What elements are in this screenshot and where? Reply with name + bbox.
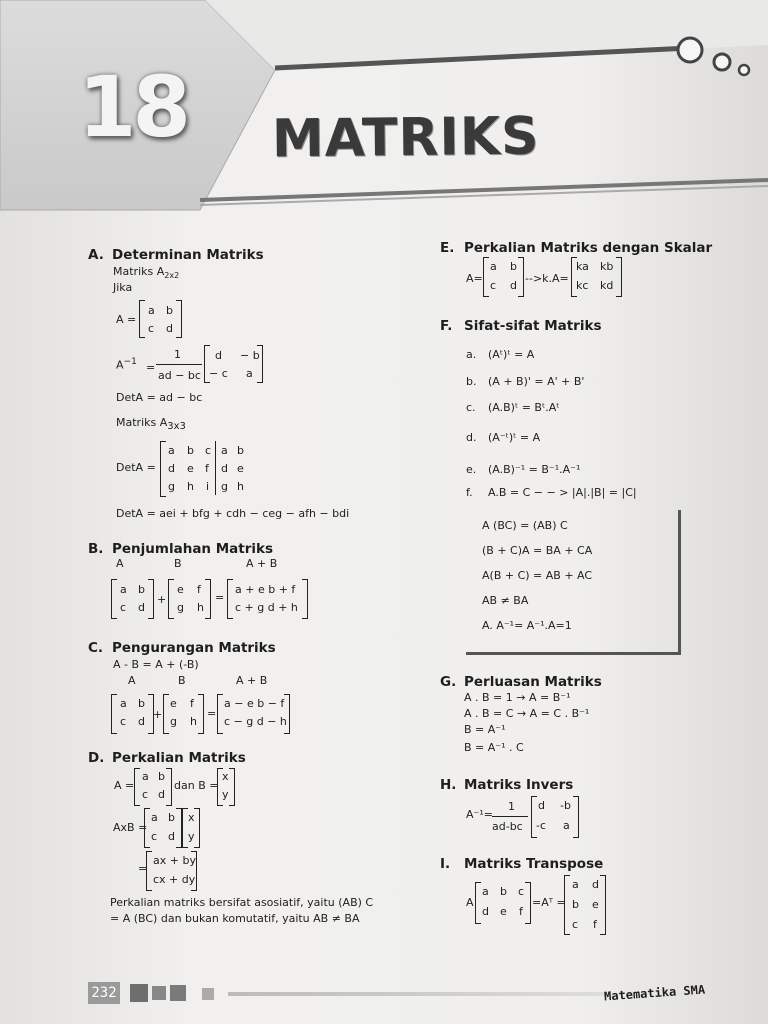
i-e: e (500, 905, 507, 918)
c2-e: e (170, 697, 177, 710)
d-mat-b-right (229, 768, 235, 806)
da-a: a (142, 770, 149, 783)
d-a-eq: A = (114, 779, 135, 792)
d3-ext-g: g (221, 480, 228, 493)
c-label-a: A (128, 674, 136, 687)
decorative-circle-large (678, 38, 702, 62)
h-negb: -b (560, 799, 571, 812)
c1-c: c (120, 715, 127, 728)
e-kc: kc (576, 279, 589, 292)
d-axb: AxB = (113, 821, 148, 834)
eb: b (510, 260, 517, 273)
decorative-circle-medium (714, 54, 730, 70)
it-e: e (592, 898, 599, 911)
d-res-row2: cx + dy (153, 873, 196, 886)
c-res-right (284, 694, 290, 734)
matrix-3x3-label: Matriks $A_{3x3}$ (116, 416, 186, 433)
h-denominator: ad-bc (492, 820, 523, 833)
frac-denominator: ad − bc (158, 369, 201, 382)
footer-square-4 (202, 988, 214, 1000)
c1-b: b (138, 697, 145, 710)
da-c: c (142, 788, 149, 801)
d-p2-right (194, 808, 200, 848)
i-t-mat-right (600, 875, 606, 935)
i-f: f (519, 905, 523, 918)
c-definition: A - B = A + (-B) (113, 658, 199, 671)
e-mat-left (483, 257, 489, 297)
b-res-row2: c + g d + h (235, 601, 298, 614)
e-mat-right (518, 257, 524, 297)
box-line-4: AB ≠ BA (482, 594, 529, 607)
dp-y: y (188, 830, 195, 843)
b-res-row1: a + e b + f (235, 583, 296, 596)
e-kmat-right (616, 257, 622, 297)
c-label-a-plus-b: A + B (236, 674, 268, 687)
c-plus: + (153, 708, 163, 721)
dp-c: c (151, 830, 158, 843)
i-transpose-eq: =Aᵀ = (532, 896, 566, 909)
i-mat-left (475, 882, 481, 924)
db-y: y (222, 788, 229, 801)
it-d: d (592, 878, 599, 891)
b2-g: g (177, 601, 184, 614)
det-2x2-formula: DetA = ad − bc (116, 391, 203, 404)
b-mat2-right (205, 579, 211, 619)
e-ka: ka (576, 260, 589, 273)
m-a: a (148, 304, 155, 317)
c-res-row2: c − g d − h (224, 715, 287, 728)
m-b: b (166, 304, 173, 317)
d3-ext-a: a (221, 444, 228, 457)
matrix-2x2-label: Matriks $A_{2x2}$ (113, 265, 180, 281)
d3-c: c (205, 444, 212, 457)
section-d-heading: D. Perkalian Matriks (88, 750, 246, 766)
box-line-1: A (BC) = (AB) C (482, 519, 568, 532)
c-res-row1: a − e b − f (224, 697, 285, 710)
matrix-bracket-left (139, 300, 145, 338)
b-eq: = (215, 591, 225, 604)
d-res-row1: ax + by (153, 854, 196, 867)
section-h-heading: H. Matriks Invers (440, 777, 574, 793)
da-b: b (158, 770, 165, 783)
d3-i: i (206, 480, 210, 493)
page-number: 232 (88, 982, 120, 1004)
section-c-heading: C. Pengurangan Matriks (88, 640, 276, 656)
chapter-title: MATRIKS (271, 106, 540, 170)
c2-g: g (170, 715, 177, 728)
section-i-heading: I. Matriks Transpose (440, 856, 604, 872)
d3-g: g (168, 480, 175, 493)
i-t-mat-left (564, 875, 570, 935)
h-d: d (538, 799, 545, 812)
b2-f: f (197, 583, 201, 596)
h-mat-right (573, 796, 579, 838)
dp-d: d (168, 830, 175, 843)
c-mat2-right (198, 694, 204, 734)
g-line-2: A . B = C → A = C . B⁻¹ (464, 707, 590, 720)
det-a-label: DetA = (116, 461, 156, 474)
det-3x3-formula: DetA = aei + bfg + cdh − ceg − afh − bdi (116, 507, 350, 520)
i-b: b (500, 885, 507, 898)
b-plus: + (157, 593, 167, 606)
d3-ext-d: d (221, 462, 228, 475)
c2-h: h (190, 715, 197, 728)
label-a: A (116, 557, 124, 570)
inv-negb: − b (240, 349, 260, 362)
d3-ext-b: b (237, 444, 244, 457)
d-dan-b: dan B = (174, 779, 219, 792)
footer-square-2 (152, 986, 166, 1000)
b-mat1-left (111, 579, 117, 619)
it-a: a (572, 878, 579, 891)
d3-b: b (187, 444, 194, 457)
inv-a: a (246, 367, 253, 380)
d-res-left (146, 851, 152, 891)
d3-ext-h: h (237, 480, 244, 493)
g-line-1: A . B = 1 → A = B⁻¹ (464, 691, 571, 704)
box-line-2: (B + C)A = BA + CA (482, 544, 593, 557)
e-kd: kd (600, 279, 614, 292)
i-d: d (482, 905, 489, 918)
box-line-5: A. A⁻¹= A⁻¹.A=1 (482, 619, 572, 632)
chapter-number: 18 (78, 58, 187, 156)
da-d: d (158, 788, 165, 801)
det3-bar (215, 441, 216, 495)
footer-square-3 (170, 985, 186, 1001)
property-a: a. (Aᵗ)ᵗ = A (466, 348, 535, 361)
section-e-heading: E. Perkalian Matriks dengan Skalar (440, 240, 713, 256)
i-a: a (482, 885, 489, 898)
it-f: f (593, 918, 597, 931)
d3-e: e (187, 462, 194, 475)
a-eq-label: A = (116, 313, 137, 326)
section-a-heading: A. Determinan Matriks (88, 247, 264, 263)
i-a-label: A (466, 896, 474, 909)
g-line-3: B = A⁻¹ (464, 723, 506, 736)
dp-a: a (151, 811, 158, 824)
property-b: b. (A + B)' = A' + B' (466, 375, 585, 388)
property-d: d. (A⁻ᵗ)ᵗ = A (466, 431, 541, 444)
property-e: e. (A.B)⁻¹ = B⁻¹.A⁻¹ (466, 463, 581, 476)
matrix-bracket-right (176, 300, 182, 338)
d-note-line2: = A (BC) dan bukan komutatif, yaitu AB ≠ BA (110, 912, 360, 925)
h-ainv: A⁻¹= (466, 808, 493, 821)
b1-c: c (120, 601, 127, 614)
d3-a: a (168, 444, 175, 457)
it-b: b (572, 898, 579, 911)
dp-b: b (168, 811, 175, 824)
c1-a: a (120, 697, 127, 710)
it-c: c (572, 918, 579, 931)
d-eq: = (138, 862, 148, 875)
d3-h: h (187, 480, 194, 493)
section-b-heading: B. Penjumlahan Matriks (88, 541, 274, 557)
e-a-eq: A= (466, 272, 483, 285)
section-g-heading: G. Perluasan Matriks (440, 674, 602, 690)
h-fraction-line (492, 816, 528, 817)
i-mat-right (525, 882, 531, 924)
inverse-bracket-right (257, 345, 263, 383)
d3-ext-e: e (237, 462, 244, 475)
c2-f: f (190, 697, 194, 710)
b1-a: a (120, 583, 127, 596)
book-title: Matematika SMA (603, 982, 706, 1004)
frac-numerator: 1 (174, 348, 181, 361)
i-c: c (518, 885, 525, 898)
c-eq: = (207, 707, 217, 720)
b2-h: h (197, 601, 204, 614)
footer-line (228, 992, 608, 996)
fraction-line (156, 364, 202, 365)
dp-x: x (188, 811, 195, 824)
b1-d: d (138, 601, 145, 614)
e-arrow: -->k.A= (525, 272, 569, 285)
m-c: c (148, 322, 155, 335)
box-line-3: A(B + C) = AB + AC (482, 569, 593, 582)
d3-d: d (168, 462, 175, 475)
property-c: c. (A.B)ᵗ = Bᵗ.Aᵗ (466, 401, 560, 414)
ed: d (510, 279, 517, 292)
d-mat-a-right (166, 768, 172, 806)
jika-label: Jika (113, 281, 133, 294)
c-mat2-left (163, 694, 169, 734)
d-mat-a-left (134, 768, 140, 806)
m-d: d (166, 322, 173, 335)
det3-bracket-left (160, 441, 166, 497)
b2-e: e (177, 583, 184, 596)
c-res-left (217, 694, 223, 734)
b1-b: b (138, 583, 145, 596)
decorative-circle-small (739, 65, 749, 75)
b-mat2-left (168, 579, 174, 619)
db-x: x (222, 770, 229, 783)
label-a-plus-b: A + B (246, 557, 278, 570)
e-kb: kb (600, 260, 614, 273)
b-res-right (302, 579, 308, 619)
section-f-heading: F. Sifat-sifat Matriks (440, 318, 602, 334)
c-mat1-left (111, 694, 117, 734)
d-res-right (191, 851, 197, 891)
property-f: f. A.B = C − − > |A|.|B| = |C| (466, 486, 637, 499)
g-line-4: B = A⁻¹ . C (464, 741, 524, 754)
h-negc: -c (536, 819, 547, 832)
eq-sign: = (146, 361, 156, 374)
inv-negc: − c (209, 367, 228, 380)
d3-f: f (205, 462, 209, 475)
ec: c (490, 279, 497, 292)
a-inverse-label: $A^{-1}$ (116, 357, 137, 372)
footer-square-1 (130, 984, 148, 1002)
label-b: B (174, 557, 182, 570)
b-mat1-right (148, 579, 154, 619)
inv-d: d (215, 349, 222, 362)
c1-d: d (138, 715, 145, 728)
h-numerator: 1 (508, 800, 515, 813)
h-a: a (563, 819, 570, 832)
d-note-line1: Perkalian matriks bersifat asosiatif, yaitu (AB) C (110, 896, 374, 909)
c-label-b: B (178, 674, 186, 687)
d-p1-left (144, 808, 150, 848)
ea: a (490, 260, 497, 273)
b-res-left (227, 579, 233, 619)
